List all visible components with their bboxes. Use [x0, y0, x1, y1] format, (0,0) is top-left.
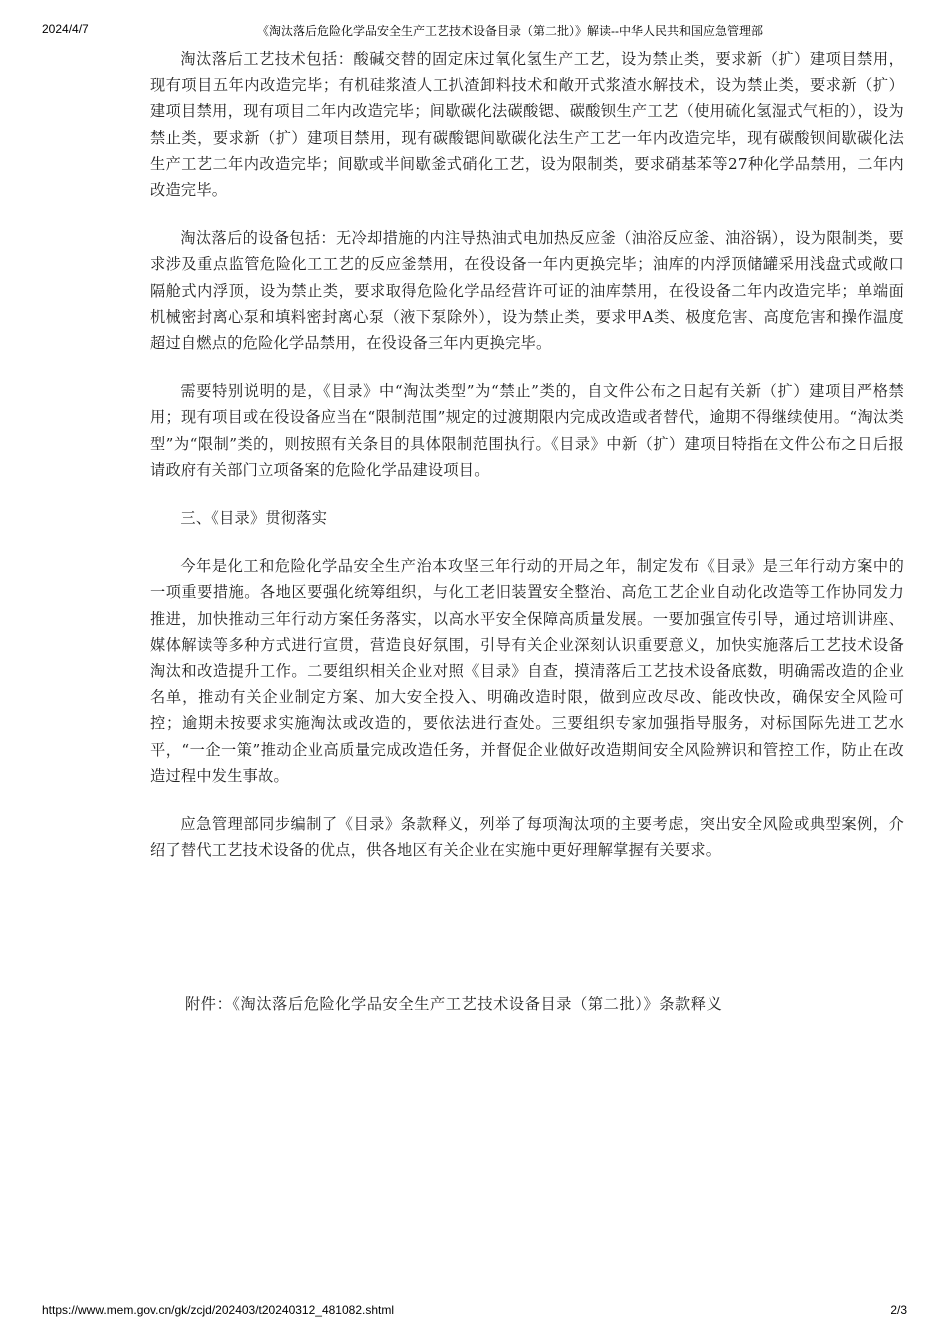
footer-url: https://www.mem.gov.cn/gk/zcjd/202403/t20240312_481082.shtml [42, 1303, 394, 1317]
paragraph-implementation: 今年是化工和危险化学品安全生产治本攻坚三年行动的开局之年，制定发布《目录》是三年行动方案中的一项重要措施。各地区要强化统筹组织，与化工老旧装置安全整治、高危工艺企业自动化改造等工作协同发力推进，加快推动三年行动方案任务落实，以高水平安全保障高质量发展。一要加强宣传引导，通过培训讲座、媒体解读等多种方式进行宣贯，营造良好氛围，引导有关企业深刻认识重要意义，加快实施落后工艺技术设备淘汰和改造提升工作。二要组织相关企业对照《目录》自查，摸清落后工艺技术设备底数，明确需改造的企业名单，推动有关企业制定方案、加大安全投入、明确改造时限，做到应改尽改、能改快改，确保安全风险可控；逾期未按要求实施淘汰或改造的，要依法进行查处。三要组织专家加强指导服务，对标国际先进工艺水平，“一企一策”推动企业高质量完成改造任务，并督促企业做好改造期间安全风险辨识和管控工作，防止在改造过程中发生事故。 [150, 557, 904, 785]
paragraph-obsolete-equipment: 淘汰落后的设备包括：无冷却措施的内注导热油式电加热反应釜（油浴反应釜、油浴锅），设为限制类，要求涉及重点监管危险化工工艺的反应釜禁用，在役设备一年内更换完毕；油库的内浮顶储罐采用浅盘式或敞口隔舱式内浮顶，设为禁止类，要求取得危险化学品经营许可证的油库禁用，在役设备二年内改造完毕；单端面机械密封离心泵和填料密封离心泵（液下泵除外），设为禁止类，要求甲A类、极度危害、高度危害和操作温度超过自燃点的危险化学品禁用，在役设备三年内更换完毕。 [150, 229, 904, 353]
paragraph-obsolete-processes: 淘汰落后工艺技术包括：酸碱交替的固定床过氧化氢生产工艺，设为禁止类，要求新（扩）建项目禁用，现有项目五年内改造完毕；有机硅浆渣人工扒渣卸料技术和敞开式浆渣水解技术，设为禁止类，要求新（扩）建项目禁用，现有项目二年内改造完毕；间歇碳化法碳酸锶、碳酸钡生产工艺（使用硫化氢湿式气柜的），设为禁止类，要求新（扩）建项目禁用，现有碳酸锶间歇碳化法生产工艺一年内改造完毕，现有碳酸钡间歇碳化法生产工艺二年内改造完毕；间歇或半间歇釜式硝化工艺，设为限制类，要求硝基苯等27种化学品禁用，二年内改造完毕。 [150, 50, 904, 200]
paragraph-interpretation-note: 应急管理部同步编制了《目录》条款释义，列举了每项淘汰项的主要考虑，突出安全风险或典型案例，介绍了替代工艺技术设备的优点，供各地区有关企业在实施中更好理解掌握有关要求。 [150, 815, 904, 860]
page-title: 《淘汰落后危险化学品安全生产工艺技术设备目录（第二批）》解读--中华人民共和国应急管理部 [257, 24, 763, 38]
print-date: 2024/4/7 [42, 22, 89, 36]
article-body [150, 46, 904, 885]
attachment-link[interactable]: 附件：《淘汰落后危险化学品安全生产工艺技术设备目录（第二批）》条款释义 [185, 995, 723, 1013]
page-number: 2/3 [890, 1303, 907, 1317]
paragraph-special-note: 需要特别说明的是，《目录》中“淘汰类型”为“禁止”类的，自文件公布之日起有关新（扩）建项目严格禁用；现有项目或在役设备应当在“限制范围”规定的过渡期限内完成改造或者替代，逾期不得继续使用。“淘汰类型”为“限制”类的，则按照有关条目的具体限制范围执行。《目录》中新（扩）建项目特指在文件公布之日后报请政府有关部门立项备案的危险化学品建设项目。 [150, 382, 904, 479]
section-heading-implementation: 三、《目录》贯彻落实 [180, 509, 328, 528]
